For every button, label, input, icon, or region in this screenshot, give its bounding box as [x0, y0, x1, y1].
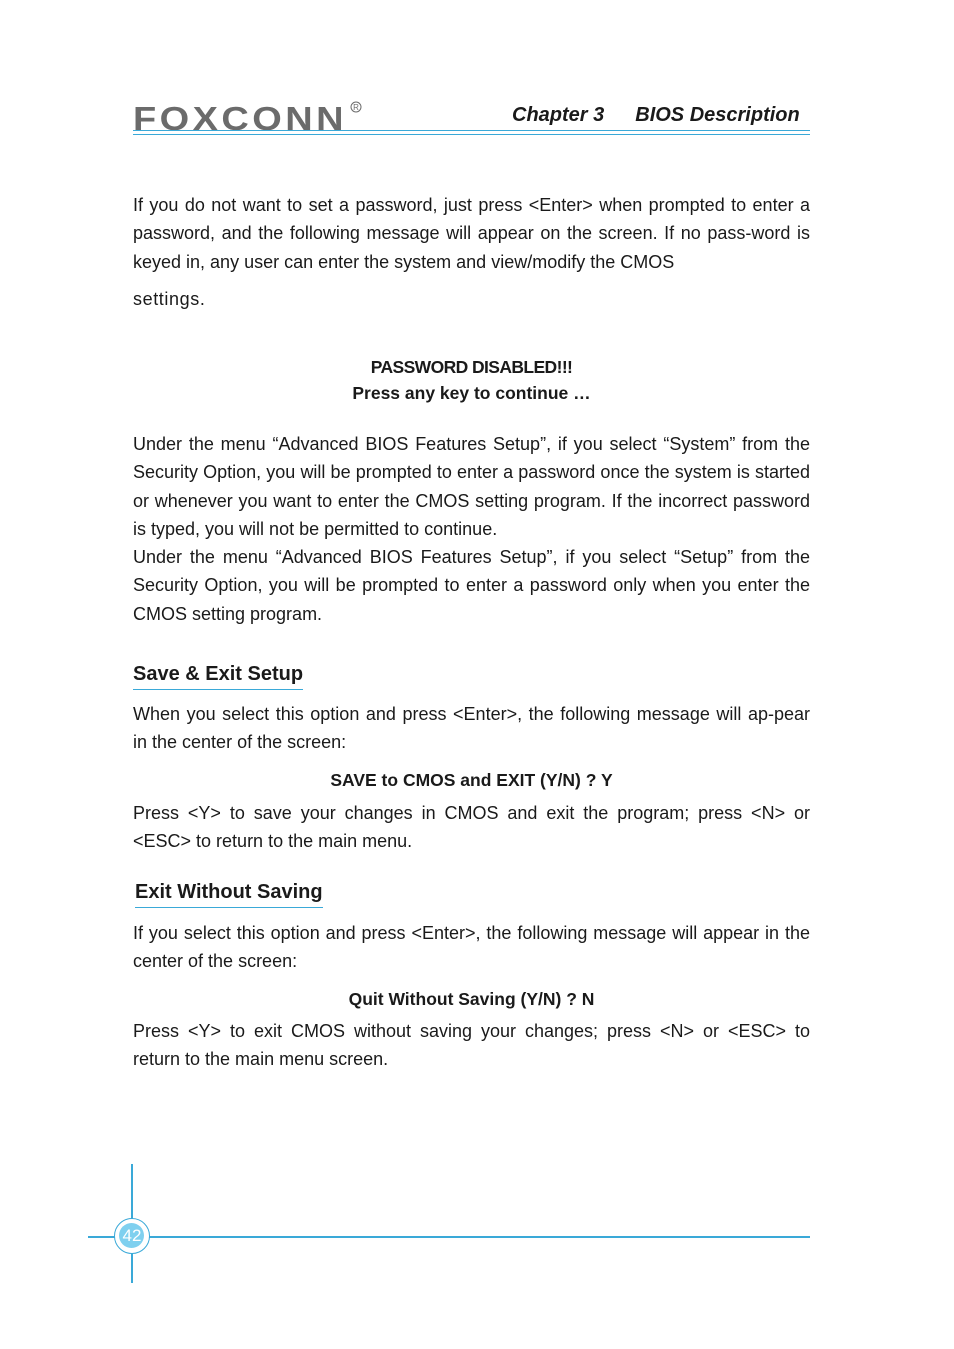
- header-rule: [133, 130, 810, 131]
- logo-wordmark: FOXCONN: [133, 100, 347, 134]
- page-number: 42: [122, 1226, 142, 1245]
- exit-without-saving-prompt: Quit Without Saving (Y/N) ? N: [348, 989, 595, 1009]
- registered-mark: R: [353, 103, 359, 112]
- exit-without-saving-heading: Exit Without Saving: [135, 881, 323, 908]
- press-any-key-message: Press any key to continue …: [352, 383, 591, 403]
- password-disabled-message: PASSWORD DISABLED!!!: [370, 357, 573, 377]
- exit-without-saving-intro: If you select this option and press <Enter>, the following message will appear in the center of the screen:: [133, 923, 810, 972]
- save-exit-intro: When you select this option and press <Enter>, the following message will ap-pear in the center of the screen:: [133, 704, 810, 753]
- footer-horizontal-rule: [88, 1236, 810, 1238]
- password-intro-paragraph: If you do not want to set a password, just press <Enter> when prompted to enter a password, and the following message will appear on the screen. If no pass-word is keyed in, any user can enter the system and view/modify the CMOS: [133, 195, 810, 272]
- security-setup-paragraph: Under the menu “Advanced BIOS Features Setup”, if you select “Setup” from the Security Option, you will be prompted to enter a password only when you enter the CMOS setting program.: [133, 547, 810, 624]
- header-rule-thin: [133, 134, 810, 135]
- exit-without-saving-description: Press <Y> to exit CMOS without saving your changes; press <N> or <ESC> to return to the main menu screen.: [133, 1021, 810, 1070]
- page-number-badge: [114, 1218, 150, 1254]
- chapter-title: [512, 104, 800, 127]
- chapter-number: Chapter 3: [512, 104, 605, 126]
- save-exit-description: Press <Y> to save your changes in CMOS and exit the program; press <N> or <ESC> to return to the main menu.: [133, 803, 810, 852]
- password-intro-paragraph-end: settings.: [133, 289, 206, 309]
- save-exit-heading: Save & Exit Setup: [133, 663, 303, 690]
- security-system-paragraph: Under the menu “Advanced BIOS Features Setup”, if you select “System” from the Security Option, you will be prompted to enter a password once the system is started or whenever you want to enter the CMOS setting program. If the incorrect password is typed, you will not be permitted to continue.: [133, 434, 810, 540]
- chapter-section: BIOS Description: [635, 104, 800, 126]
- save-exit-prompt: SAVE to CMOS and EXIT (Y/N) ? Y: [330, 770, 613, 790]
- foxconn-logo-graphic: [133, 100, 363, 134]
- foxconn-logo: [133, 100, 363, 134]
